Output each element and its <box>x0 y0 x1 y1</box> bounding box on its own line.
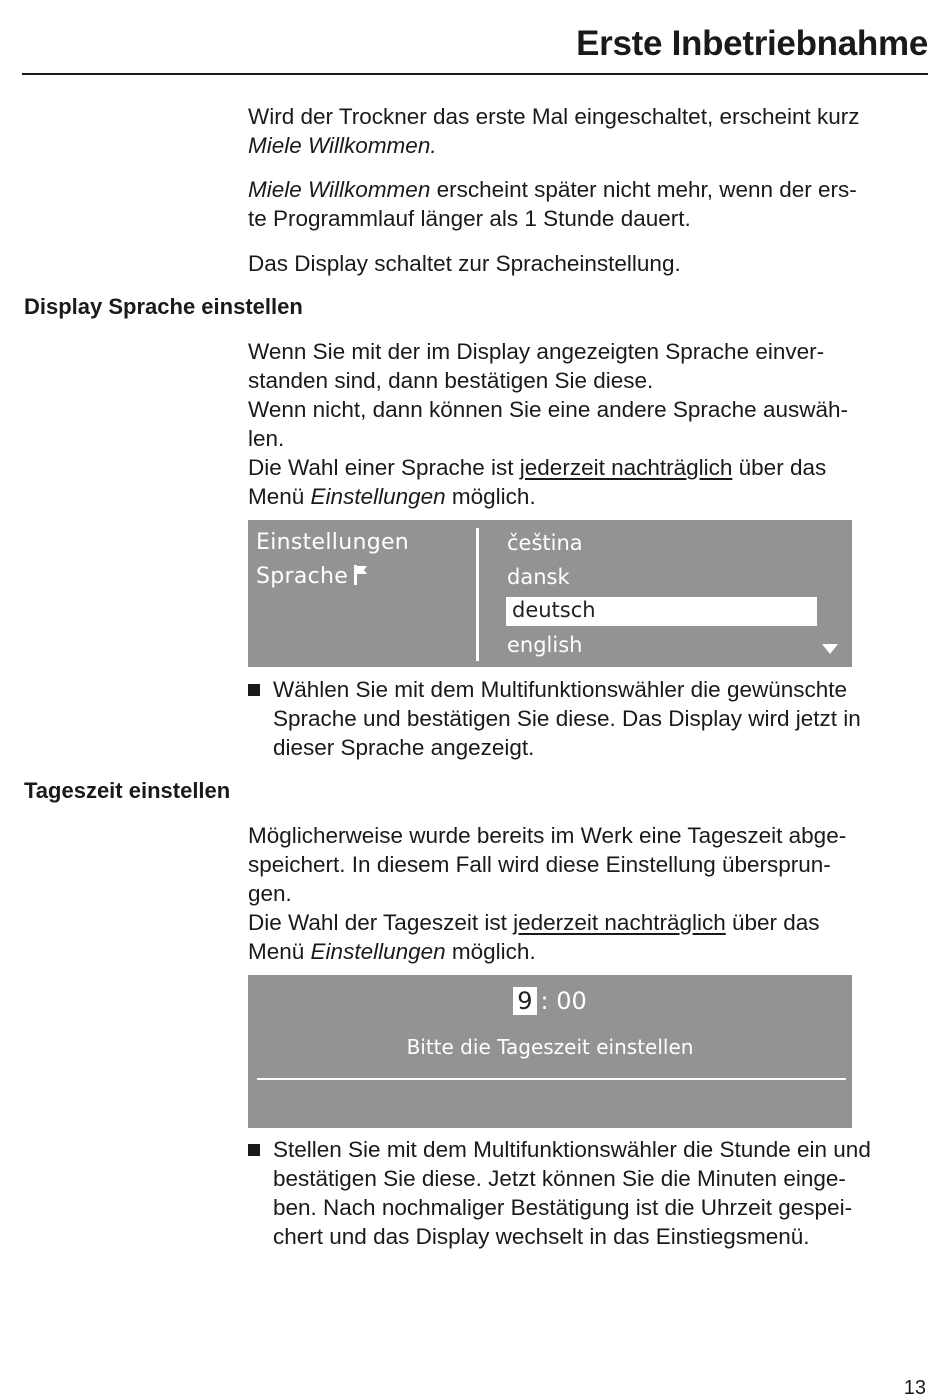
time-bullet-line1: Stellen Sie mit dem Multifunktionswähler die Stunde ein und <box>273 1137 871 1162</box>
language-bullet-line1: Wählen Sie mit dem Multifunktionswähler die gewünschte <box>273 677 848 702</box>
language-option-selected <box>506 597 817 626</box>
language-display <box>248 520 852 667</box>
time-display <box>248 975 852 1128</box>
language-line5-underline: jederzeit nachträglich <box>519 455 733 480</box>
time-bullet-line4: chert und das Display wechselt in das Einstiegsmenü. <box>273 1224 810 1249</box>
time-line5-b: möglich. <box>445 939 536 964</box>
time-line4-a: Die Wahl der Tageszeit ist <box>248 910 514 935</box>
time-hour-selected: 9 <box>513 987 536 1015</box>
intro-p3-line: Das Display schaltet zur Spracheinstellung. <box>248 251 681 276</box>
page-title: Erste Inbetriebnahme <box>576 24 928 63</box>
time-line4-b: über das <box>725 910 820 935</box>
time-line3: gen. <box>248 881 292 906</box>
time-line2: speichert. In diesem Fall wird diese Einstellung übersprun- <box>248 852 831 877</box>
intro-p1-line2: Miele Willkommen. <box>248 133 437 158</box>
language-line5-b: über das <box>732 455 827 480</box>
language-bullet-line3: dieser Sprache angezeigt. <box>273 735 535 760</box>
display-rule <box>257 1078 846 1080</box>
language-line5-a: Die Wahl einer Sprache ist <box>248 455 520 480</box>
section-heading-language: Display Sprache einstellen <box>24 294 303 319</box>
section-heading-time: Tageszeit einstellen <box>24 778 231 803</box>
time-bullet-line2: bestätigen Sie diese. Jetzt können Sie die Minuten einge- <box>273 1166 846 1191</box>
time-line5-em: Einstellungen <box>310 939 446 964</box>
time-minutes: : 00 <box>540 987 587 1015</box>
display-menu-title: Einstellungen <box>256 530 410 555</box>
intro-p2-line2: te Programmlauf länger als 1 Stunde dauert. <box>248 206 691 231</box>
language-line4: len. <box>248 426 285 451</box>
time-line4-underline: jederzeit nachträglich <box>513 910 726 935</box>
language-option-dansk: dansk <box>507 565 570 589</box>
language-paragraph <box>248 337 938 511</box>
time-line1: Möglicherweise wurde bereits im Werk eine Tageszeit abge- <box>248 823 847 848</box>
bullet-square-icon <box>248 684 260 696</box>
language-bullet-line2: Sprache und bestätigen Sie diese. Das Display wird jetzt in <box>273 706 861 731</box>
time-bullet-line3: ben. Nach nochmaliger Bestätigung ist die Uhrzeit gespei- <box>273 1195 853 1220</box>
intro-p2-rest: erscheint später nicht mehr, wenn der ers- <box>430 177 857 202</box>
intro-p1-line1: Wird der Trockner das erste Mal eingeschaltet, erscheint kurz <box>248 104 860 129</box>
header-divider <box>22 73 928 75</box>
scroll-down-arrow-icon <box>822 644 838 654</box>
display-language-label: Sprache <box>256 564 349 589</box>
page-number: 13 <box>903 1377 926 1399</box>
time-line5-a: Menü <box>248 939 311 964</box>
bullet-square-icon <box>248 1144 260 1156</box>
intro-paragraph-2 <box>248 175 938 233</box>
language-line6-b: möglich. <box>445 484 536 509</box>
display-menu-subtitle <box>256 564 368 589</box>
language-line1: Wenn Sie mit der im Display angezeigten Sprache einver- <box>248 339 825 364</box>
time-prompt: Bitte die Tageszeit einstellen <box>406 1035 694 1059</box>
language-option-english: english <box>507 633 583 657</box>
language-line2: standen sind, dann bestätigen Sie diese. <box>248 368 654 393</box>
intro-p2-em: Miele Willkommen <box>248 177 431 202</box>
intro-paragraph-3 <box>248 249 938 278</box>
flag-icon <box>354 565 368 585</box>
time-paragraph <box>248 821 938 966</box>
language-line6-em: Einstellungen <box>310 484 446 509</box>
display-divider <box>476 528 479 661</box>
language-option-cestina: čeština <box>507 531 583 555</box>
language-option-deutsch: deutsch <box>512 598 596 622</box>
intro-paragraph-1 <box>248 102 938 160</box>
time-readout <box>248 987 852 1015</box>
language-line3: Wenn nicht, dann können Sie eine andere Sprache auswäh- <box>248 397 848 422</box>
language-line6-a: Menü <box>248 484 311 509</box>
